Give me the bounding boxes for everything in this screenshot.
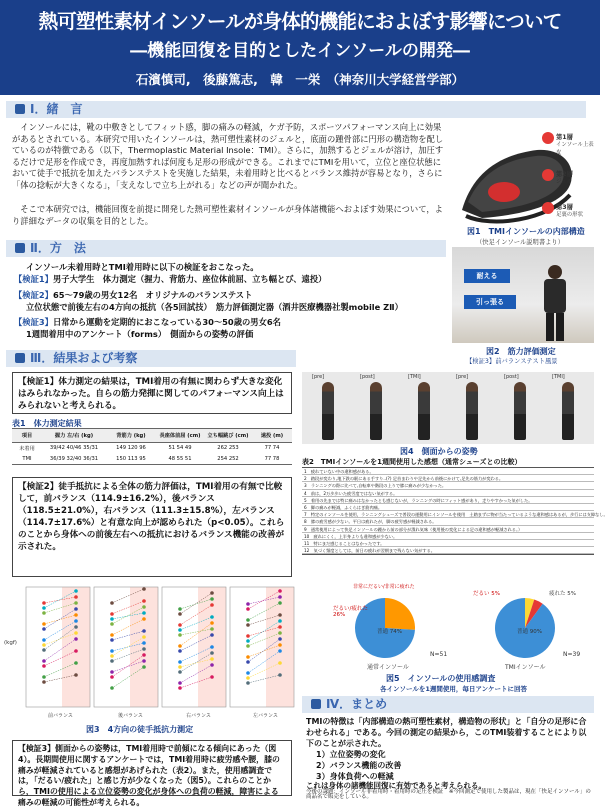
- section-heading-results: Ⅲ．結果および考察: [6, 350, 296, 367]
- methods-v1: [14, 274, 434, 286]
- intro-paragraph-1: インソールには，靴の中敷きとしてフィット感，脚の痛みの軽減，ケガ予防，スポーツパフォーマンス向上に効果があるとされている。本研究で用いたインソールは，熱可塑性素材のジェルと，底面の踵骨部に円形の構造物を配しているのが特徴である（以下，Thermoplastic Material Insole：TMI）。さらに，加熱するとジェルが溶け，加圧するだけで足形を作成でき，再度加熱すれば何度も足形の形成ができる。これまでにTMIを用いて，立位と座位状態において徒手で抵抗を加えたバランステストを実施した結果，未着用時と比べるとバランス維持が容易となり，さらに「体の捻転が大きくなる」，「支えなしで立ち上がれる」などの声が聞かれた。: [12, 122, 444, 190]
- v2-tag: 【検証2】: [14, 290, 53, 300]
- v3-tag: 【検証3】: [14, 317, 53, 327]
- v3-text-b: 1週間着用中のアンケート（forms） 側面からの姿勢の評価: [26, 329, 254, 339]
- poster-title: 熱可塑性素材インソールが身体的機能におよぼす影響について: [38, 10, 562, 33]
- posture-photos: [302, 372, 594, 444]
- posture-label: [TMI]: [552, 374, 565, 380]
- table-cell: 77 74: [264, 445, 280, 452]
- left-pie-n: N=51: [430, 651, 448, 658]
- table-cell: 48 55 51: [168, 455, 192, 462]
- table-row: [12, 443, 292, 454]
- insole-structure-figure: [452, 120, 594, 230]
- impressions-table: [302, 467, 608, 555]
- summary-item-1: 1）立位姿勢の変化: [316, 750, 386, 759]
- left-pie-title: 非常にだるい/非常に疲れた: [353, 584, 415, 590]
- section-heading-summary: Ⅳ．まとめ: [302, 696, 594, 713]
- intro-paragraph-2: そこで本研究では，機能回復を前提に開発した熱可塑性素材インソールが身体諸機能へおよぼす効果について，より詳細なデータの収集を目的とした。: [12, 204, 443, 226]
- result-box-2: 【検証2】徒手抵抗による全体の筋力評価は，TMI着用の有無で比較して，前バランス（114.9±16.2%），後バランス（118.5±21.0%），右バランス（111.3±15.8%），左バランス（114.7±17.6%）と有意な向上が認められた（p<0.05）。これらのことから身体への前後左右への抵抗におけるバランス機能の改善が示された。: [12, 477, 292, 577]
- fig2-note: 【検証3】前バランステスト風景: [466, 358, 558, 365]
- left-pie-name: 通常インソール: [367, 664, 409, 671]
- layer3-sublabel: 足裏の形状: [556, 212, 583, 218]
- table1-header: 握力 左/右 (kg): [54, 433, 94, 439]
- panel-label-front: 前バランス: [48, 713, 73, 719]
- summary-item-3: 3）身体負荷への軽減: [316, 772, 394, 781]
- table-cell: 262 253: [217, 445, 239, 452]
- table-cell: 254 252: [217, 455, 239, 462]
- table-cell: 未着用: [19, 445, 35, 452]
- table2-caption: 表2 TMIインソールを1週間使用した感想（通常シューズとの比較）: [302, 458, 522, 466]
- panel-label-right: 右バランス: [186, 713, 211, 719]
- summary-paragraph: TMIの特徴は「内部構造の熱可塑性素材，構造物の形状」と「自分の足形に合わせられる」である。今回の測定の結果から，このTMI装着することにより以下のことが示された。: [306, 717, 587, 748]
- summary-item-2: 2）バランス機能の改善: [316, 761, 402, 770]
- table-row: 3 ランニングの際に比べて,自転車や階段の上りで膝に痛みが少なかった。: [302, 482, 594, 489]
- section-heading-intro: Ⅰ．緒 言: [6, 101, 586, 118]
- methods-v3: [14, 317, 434, 329]
- posture-silhouette: [418, 382, 430, 440]
- panel-label-back: 後バランス: [118, 713, 143, 719]
- table-cell: 51 54 49: [168, 445, 192, 452]
- posture-label: [pre]: [312, 374, 325, 380]
- section-heading-methods: Ⅱ．方 法: [6, 240, 446, 257]
- table-row: 1 疲れていない中の違和感がある。: [302, 468, 594, 475]
- table-row: [12, 454, 292, 465]
- right-pie-name: TMIインソール: [505, 664, 546, 671]
- table-cell: 39/42 40/46 35/31: [49, 445, 99, 452]
- table-cell: 36/39 32/40 36/31: [49, 455, 99, 462]
- table-cell: 150 113 95: [116, 455, 146, 462]
- layer1-label: 第1層: [556, 134, 573, 141]
- right-pie-label-dull: だるい 5%: [473, 591, 500, 597]
- posture-silhouette: [322, 382, 334, 440]
- table-row: 8 膝の疲労感が少ない。平日は疲れたが，脚の疲労感が軽減される。: [302, 518, 594, 525]
- table-row: 9 通常使用によって快足インソールの踵から前の部分が潰れ気味（使用後の変化による足の違和感が軽減される。）: [302, 526, 594, 533]
- table-cell: 149 120 96: [116, 445, 146, 452]
- posture-silhouette: [514, 382, 526, 440]
- fig4-caption: 図4 側面からの姿勢: [400, 447, 478, 456]
- table-row: 5 着用の先までは特に痛みはなかったとも感じないが，ランニングの時にフィット感があり，走りやすかった気がした。: [302, 497, 594, 504]
- table1-header: 遠投 (m): [260, 433, 284, 439]
- fig1-caption: 図1 TMIインソールの内部構造: [467, 227, 585, 236]
- fig3-caption: 図3 4方向の徒手抵抗力測定: [86, 725, 194, 734]
- right-pie-label-tired: 疲れた 5%: [549, 591, 576, 597]
- right-pie-label-normal: 普通 90%: [517, 629, 542, 635]
- layer3-label: 第3層: [556, 204, 573, 211]
- posture-label: [pre]: [456, 374, 469, 380]
- left-pie-label-normal: 普通 74%: [377, 629, 402, 635]
- result-box-1: 【検証1】体力測定の結果は，TMI着用の有無に関わらず大きな変化はみられなかった。自らの筋力発揮に関してのパフォーマンス向上はみられないと考えられる。: [12, 372, 292, 414]
- resistance-chart: [12, 583, 296, 721]
- table-row: 11 特にまだ感じることはなかったです。: [302, 540, 594, 547]
- layer1-sublabel: インソール上表皮: [556, 142, 594, 156]
- summary-note-2: ※今回測定で使用した製品は，現在「快足インソール」の商品名で販売をしている。: [306, 789, 591, 800]
- arrow-pull-label: 引っ張る: [464, 295, 516, 309]
- table-cell: 77 78: [264, 455, 280, 462]
- table-row: 2 踏段が変わり,地下鉄の駅にある手すり..(?) 足首まわりや足先から前後にかけて,足先の筋力が変わる。: [302, 475, 594, 482]
- posture-silhouette: [466, 382, 478, 440]
- fig5-caption: 図5 インソールの使用感調査: [386, 674, 496, 683]
- methods-v2: [14, 290, 434, 302]
- posture-label: [TMI]: [408, 374, 421, 380]
- left-pie-label-tired: だるい/疲れた 26%: [333, 606, 368, 618]
- v1-text: 男子大学生 体力測定（握力、背筋力、座位体前屈、立ち幅とび、遠投）: [52, 274, 327, 284]
- fig3-ylabel: (kgf): [4, 640, 17, 646]
- posture-label: [post]: [360, 374, 375, 380]
- fig1-note: （快足インソール説明書より）: [476, 239, 565, 246]
- result-box-3: 【検証3】側面からの姿勢は，TMI着用時で前傾になる傾向にあった（図4）。長期間使用に関するアンケートでは，TMI着用時に疲労感や腰，膝の痛みが軽減されていると感想があげられた（表2）。また，使用感調査では，「だるい/疲れた」と感じ方が少なくなった（図5）。これらのことから，TMIの使用による立位姿勢の変化が身体への負荷の軽減，障害による痛みの軽減の可能性が考えられる。: [12, 740, 292, 796]
- panel-label-left: 左バランス: [253, 713, 278, 719]
- poster-header: [0, 0, 600, 95]
- poster-authors: 石濱慎司, 後藤篤志, 韓 一栄 （神奈川大学経営学部）: [135, 72, 465, 87]
- table1-header: 立ち幅跳び (cm): [207, 433, 249, 439]
- arrow-resist-label: 耐える: [464, 269, 510, 283]
- poster-subtitle: ―機能回復を目的としたインソールの開発―: [130, 41, 470, 61]
- pie-slice: [385, 598, 415, 630]
- table-row: 10 疲れにくく，上半身よりも違和感が少ない。: [302, 533, 594, 540]
- table-row: 6 脚の痛みが軽減，ふくらはぎ筋肉痛。: [302, 504, 594, 511]
- table-cell: TMI: [22, 455, 32, 462]
- layer2-label: 第2層: [556, 171, 573, 178]
- layer2-sublabel: ジェル: [556, 179, 573, 185]
- summary-note-1: 今後の課題：インソール非着用時・着用時の足圧を検証: [306, 789, 444, 795]
- posture-silhouette: [370, 382, 382, 440]
- table1-header: 背筋力 (kg): [116, 433, 146, 439]
- fitness-results-table: [12, 428, 292, 465]
- table1-caption: 表1 体力測定結果: [12, 419, 82, 428]
- right-pie-n: N=39: [563, 651, 581, 658]
- strength-test-photo: [452, 247, 594, 343]
- table1-header: 項目: [21, 433, 33, 439]
- v2-text-b: 立位状態で前後左右の4方向の抵抗（各5回試技） 筋力評価測定器（酒井医療機器社製mobile ZⅡ）: [26, 302, 403, 312]
- table1-header: 長座体前屈 (cm): [159, 433, 201, 439]
- methods-intro: インソール未着用時とTMI着用時に以下の検証をおこなった。: [26, 262, 259, 272]
- posture-label: [post]: [504, 374, 519, 380]
- v1-tag: 【検証1】: [14, 274, 53, 284]
- fig5-note: 各インソールを1週間使用，毎日アンケートに回答: [380, 685, 528, 693]
- table-row: 4 前は，2万歩歩いた疲労度ではない気がする。: [302, 490, 594, 497]
- usage-survey-charts: [305, 583, 595, 671]
- fig2-caption: 図2 筋力評価測定: [486, 347, 556, 356]
- summary-notes: [306, 790, 596, 799]
- table-row: 7 特定のインソールを使用，ランニングシューズで普段の運動用にインソールを使用 土踏まずに物が当たっているような違和感はあるが，歩行には支障なし。: [304, 512, 608, 518]
- v3-text-a: 日常から運動を定期的におこなっている30～50歳の男女6名: [52, 317, 281, 327]
- table-row: 12 気づく頻度としては，前日の疲れが翌朝まで残らない気がする。: [302, 547, 594, 554]
- v2-text-a: 65～79歳の男女12名 オリジナルのバランステスト: [52, 290, 253, 300]
- summary-conclusion: これは身体の諸機能回復に有効であると考えられる。: [306, 781, 486, 790]
- posture-silhouette: [562, 382, 574, 440]
